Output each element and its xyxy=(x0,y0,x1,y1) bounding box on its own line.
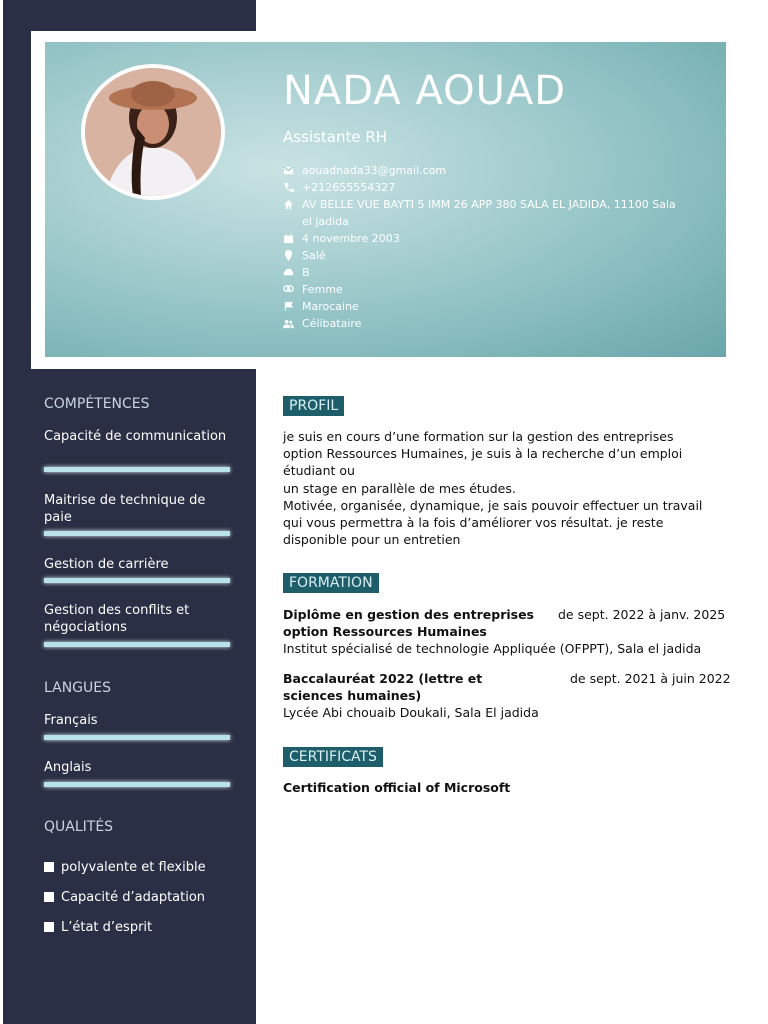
contact-address xyxy=(283,196,683,230)
formation-dates: de sept. 2021 à juin 2022 xyxy=(570,671,731,686)
profil-line: option Ressources Humaines, je suis à la recherche d’un emploi xyxy=(283,446,683,462)
contact-marital-status-text: Célibataire xyxy=(302,317,362,330)
langue-level-bar xyxy=(44,735,230,740)
contact-email xyxy=(283,162,683,179)
contact-list xyxy=(283,162,683,332)
contact-email-text: aouadnada33@gmail.com xyxy=(302,164,447,177)
qualites-title: QUALITÉS xyxy=(44,819,114,835)
certificats-section-title: CERTIFICATS xyxy=(283,747,383,767)
profil-text xyxy=(283,428,728,548)
certificat-item: Certification official of Microsoft xyxy=(283,780,511,795)
contact-gender xyxy=(283,281,683,298)
bullet-square-icon xyxy=(44,922,54,932)
phone-icon xyxy=(283,179,302,196)
profil-line: étudiant ou xyxy=(283,463,355,479)
qualites-list xyxy=(44,852,206,942)
competence-item: Capacité de communication xyxy=(44,429,227,444)
flag-icon xyxy=(283,298,302,315)
gender-icon xyxy=(283,281,302,298)
contact-phone xyxy=(283,179,683,196)
contact-nationality xyxy=(283,298,683,315)
profil-line: qui vous permettra à la fois d’améliorer vos résultat. je reste xyxy=(283,515,664,531)
competence-level-bar xyxy=(44,642,230,647)
profil-line: je suis en cours d’une formation sur la gestion des entreprises xyxy=(283,429,674,444)
competence-level-bar xyxy=(44,531,230,536)
competence-level-bar xyxy=(44,578,230,583)
competence-item: Gestion des conflits et négociations xyxy=(44,603,190,635)
contact-city-text: Salé xyxy=(302,249,326,262)
contact-nationality-text: Marocaine xyxy=(302,300,359,313)
qualite-label: Capacité d’adaptation xyxy=(61,889,206,905)
contact-birthdate xyxy=(283,230,683,247)
users-icon xyxy=(283,315,302,332)
langues-title: LANGUES xyxy=(44,680,111,696)
envelope-icon xyxy=(283,162,302,179)
profile-photo xyxy=(81,64,225,200)
contact-marital-status xyxy=(283,315,683,332)
portrait-image xyxy=(85,68,221,196)
calendar-icon xyxy=(283,230,302,247)
profil-line: disponible pour un entretien xyxy=(283,532,461,548)
profil-line: un stage en parallèle de mes études. xyxy=(283,480,516,496)
contact-address-text: AV BELLE VUE BAYTI 5 IMM 26 APP 380 SALA EL JADIDA, 11100 Sala el jadida xyxy=(302,198,676,228)
competence-item: Maitrise de technique de paie xyxy=(44,493,206,525)
contact-license xyxy=(283,264,683,281)
qualite-item xyxy=(44,882,206,912)
formation-section-title: FORMATION xyxy=(283,573,379,593)
contact-birthdate-text: 4 novembre 2003 xyxy=(302,232,400,245)
contact-gender-text: Femme xyxy=(302,283,343,296)
contact-city xyxy=(283,247,683,264)
formation-institution: Institut spécialisé de technologie Appliquée (OFPPT), Sala el jadida xyxy=(283,641,702,656)
candidate-name: NADA AOUAD xyxy=(283,68,567,114)
home-icon xyxy=(283,196,302,213)
competence-level-bar xyxy=(44,467,230,472)
bullet-square-icon xyxy=(44,892,54,902)
formation-dates: de sept. 2022 à janv. 2025 xyxy=(558,607,726,622)
langue-item: Français xyxy=(44,713,98,728)
profil-section-title: PROFIL xyxy=(283,396,344,416)
formation-degree: Baccalauréat 2022 (lettre et sciences humaines) xyxy=(283,671,483,703)
job-title: Assistante RH xyxy=(283,128,388,146)
competences-title: COMPÉTENCES xyxy=(44,396,150,412)
qualite-item xyxy=(44,912,206,942)
formation-degree: Diplôme en gestion des entreprises option Ressources Humaines xyxy=(283,607,534,639)
contact-phone-text: +212655554327 xyxy=(302,181,396,194)
qualite-item xyxy=(44,852,206,882)
contact-license-text: B xyxy=(302,266,310,279)
competence-item: Gestion de carrière xyxy=(44,557,169,572)
car-icon xyxy=(283,264,302,281)
location-pin-icon xyxy=(283,247,302,264)
qualite-label: polyvalente et flexible xyxy=(61,859,206,875)
qualite-label: L’état d’esprit xyxy=(61,919,153,935)
langue-level-bar xyxy=(44,782,230,787)
formation-institution: Lycée Abi chouaib Doukali, Sala El jadida xyxy=(283,705,539,720)
profil-line: Motivée, organisée, dynamique, je sais pouvoir effectuer un travail xyxy=(283,497,703,513)
bullet-square-icon xyxy=(44,862,54,872)
langue-item: Anglais xyxy=(44,760,92,775)
